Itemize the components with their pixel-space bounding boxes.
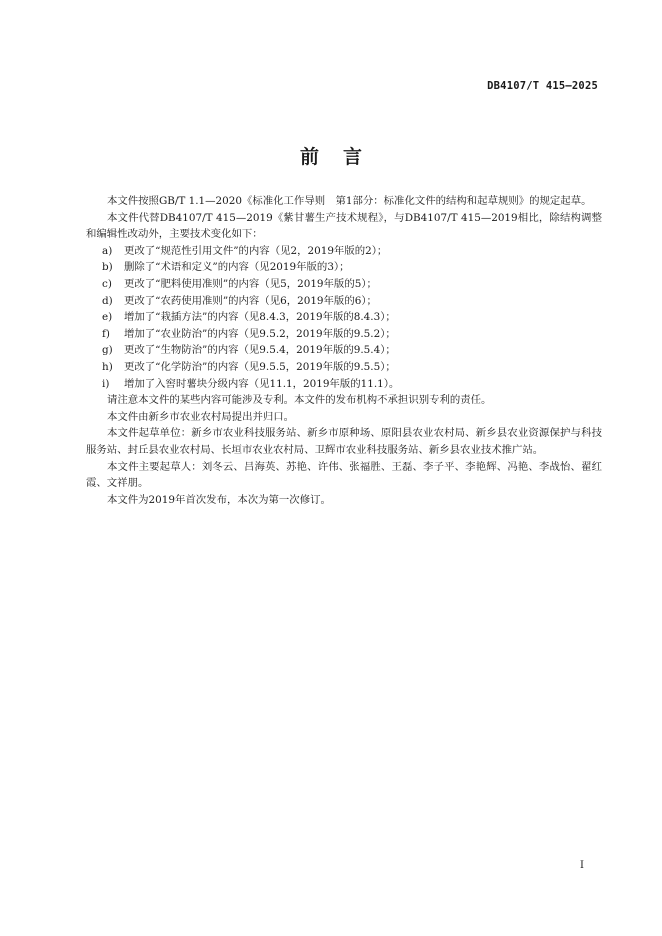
paragraph-drafting-rules: 本文件按照GB/T 1.1—2020《标准化工作导则 第1部分：标准化文件的结构和起草规则》的规定起草。: [107, 195, 592, 207]
list-item: [86, 376, 602, 393]
paragraph-replacement: 本文件代替DB4107/T 415—2019《紫甘薯生产技术规程》，与DB4107/T 415—2019相比，除结构调整和编辑性改动外，主要技术变化如下：: [86, 211, 602, 241]
paragraph-proposer: 本文件由新乡市农业农村局提出并归口。: [107, 410, 295, 423]
list-item-text: 更改了“肥料使用准则”的内容（见5，2019年版的5）；: [124, 277, 377, 290]
paragraph-revision-history: 本文件为2019年首次发布，本次为第一次修订。: [107, 493, 331, 506]
list-item: [86, 342, 602, 359]
list-item-text: 增加了“栽插方法”的内容（见8.4.3，2019年版的8.4.3）；: [124, 311, 396, 324]
list-item: [86, 276, 602, 293]
page-title: 前言: [299, 146, 386, 168]
list-item: [86, 359, 602, 376]
list-item: [86, 326, 602, 343]
list-item: [86, 293, 602, 310]
list-marker: g): [102, 344, 113, 357]
document-code: DB4107/T 415—2025: [487, 80, 598, 92]
list-item-text: 更改了“农药使用准则”的内容（见6，2019年版的6）；: [124, 294, 377, 307]
list-item: [86, 259, 602, 276]
list-marker: c): [102, 277, 112, 290]
list-item: [86, 243, 602, 260]
list-marker: d): [102, 294, 113, 307]
list-item-text: 更改了“规范性引用文件”的内容（见2，2019年版的2）；: [124, 244, 388, 257]
list-item-text: 更改了“生物防治”的内容（见9.5.4，2019年版的9.5.4）；: [124, 344, 396, 357]
list-item-text: 增加了“农业防治”的内容（见9.5.2，2019年版的9.5.2）；: [124, 327, 396, 340]
list-marker: h): [102, 360, 113, 373]
changes-list: [86, 243, 602, 392]
list-item-text: 更改了“化学防治”的内容（见9.5.5，2019年版的9.5.5）；: [124, 360, 396, 373]
list-marker: f): [102, 327, 110, 340]
paragraph-patent-notice: 请注意本文件的某些内容可能涉及专利。本文件的发布机构不承担识别专利的责任。: [107, 394, 492, 407]
list-marker: b): [102, 261, 113, 274]
list-item-text: 增加了入窖时薯块分级内容（见11.1，2019年版的11.1）。: [124, 377, 400, 390]
list-marker: e): [102, 311, 113, 324]
paragraph-drafting-units: 本文件起草单位：新乡市农业科技服务站、新乡市原种场、原阳县农业农村局、新乡县农业资源保护与科技服务站、封丘县农业农村局、长垣市农业农村局、卫辉市农业科技服务站、新乡县农业技术推广站。: [86, 427, 602, 456]
list-item-text: 删除了“术语和定义”的内容（见2019年版的3）；: [124, 261, 350, 274]
list-item: [86, 309, 602, 326]
list-marker: i): [102, 377, 110, 390]
list-marker: a): [102, 244, 113, 257]
foreword-body: [86, 193, 602, 508]
page-number: I: [580, 860, 584, 871]
paragraph-drafters: 本文件主要起草人：刘冬云、吕海英、苏艳、许伟、张福胜、王磊、李子平、李艳辉、冯艳、李战怡、翟红霞、文祥朋。: [86, 460, 602, 490]
